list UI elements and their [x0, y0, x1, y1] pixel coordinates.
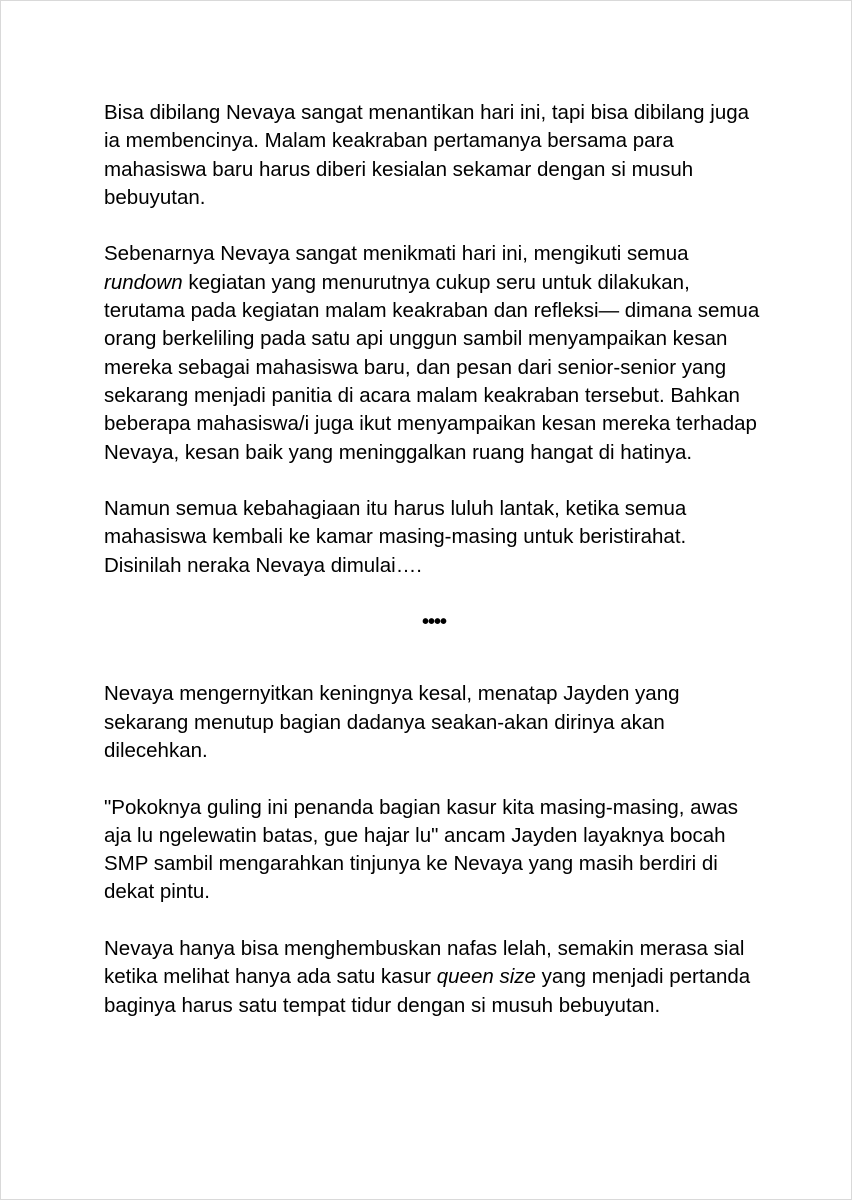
italic-term: queen size — [436, 965, 536, 989]
paragraph-text: Sebenarnya Nevaya sangat menikmati hari ini, mengikuti semua — [104, 242, 689, 266]
paragraph-3 — [104, 495, 764, 580]
scene-separator: •••• — [421, 611, 446, 634]
paragraph-text: Nevaya hanya bisa menghembuskan nafas lelah, semakin merasa sial ketika melihat hanya ada satu kasur — [104, 937, 745, 989]
paragraph-2 — [104, 240, 764, 466]
paragraph-text: Namun semua kebahagiaan itu harus luluh lantak, ketika semua mahasiswa kembali ke kamar masing-masing untuk beristirahat. Disinilah neraka Nevaya dimulai…. — [104, 497, 687, 577]
paragraph-text: yang menjadi pertanda baginya harus satu tempat tidur dengan si musuh bebuyutan. — [104, 965, 751, 1017]
paragraph-1 — [104, 99, 764, 212]
paragraph-5 — [104, 794, 764, 907]
paragraph-text: Nevaya mengernyitkan keningnya kesal, menatap Jayden yang sekarang menutup bagian dadanya seakan-akan dirinya akan dilecehkan. — [104, 682, 680, 762]
paragraph-6 — [104, 935, 764, 1020]
paragraph-text: Bisa dibilang Nevaya sangat menantikan hari ini, tapi bisa dibilang juga ia membencinya. Malam keakraban pertamanya bersama para mahasiswa baru harus diberi kesialan sekamar dengan si musuh bebuyutan. — [104, 101, 750, 209]
paragraph-4 — [104, 680, 764, 765]
paragraph-text: kegiatan yang menurutnya cukup seru untuk dilakukan, terutama pada kegiatan malam keakraban dan refleksi— dimana semua orang berkeliling pada satu api unggun sambil menyampaikan kesan mereka sebagai mahasiswa baru, dan pesan dari senior-senior yang sekarang menjadi panitia di acara malam keakraban tersebut. Bahkan beberapa mahasiswa/i juga ikut menyampaikan kesan mereka terhadap Nevaya, kesan baik yang meninggalkan ruang hangat di hatinya. — [104, 270, 760, 464]
italic-term: rundown — [104, 270, 183, 294]
paragraph-text: "Pokoknya guling ini penanda bagian kasur kita masing-masing, awas aja lu ngelewatin batas, gue hajar lu" ancam Jayden layaknya bocah SMP sambil mengarahkan tinjunya ke Nevaya yang masih berdiri di dekat pintu. — [104, 795, 739, 904]
document-body — [104, 99, 764, 1048]
